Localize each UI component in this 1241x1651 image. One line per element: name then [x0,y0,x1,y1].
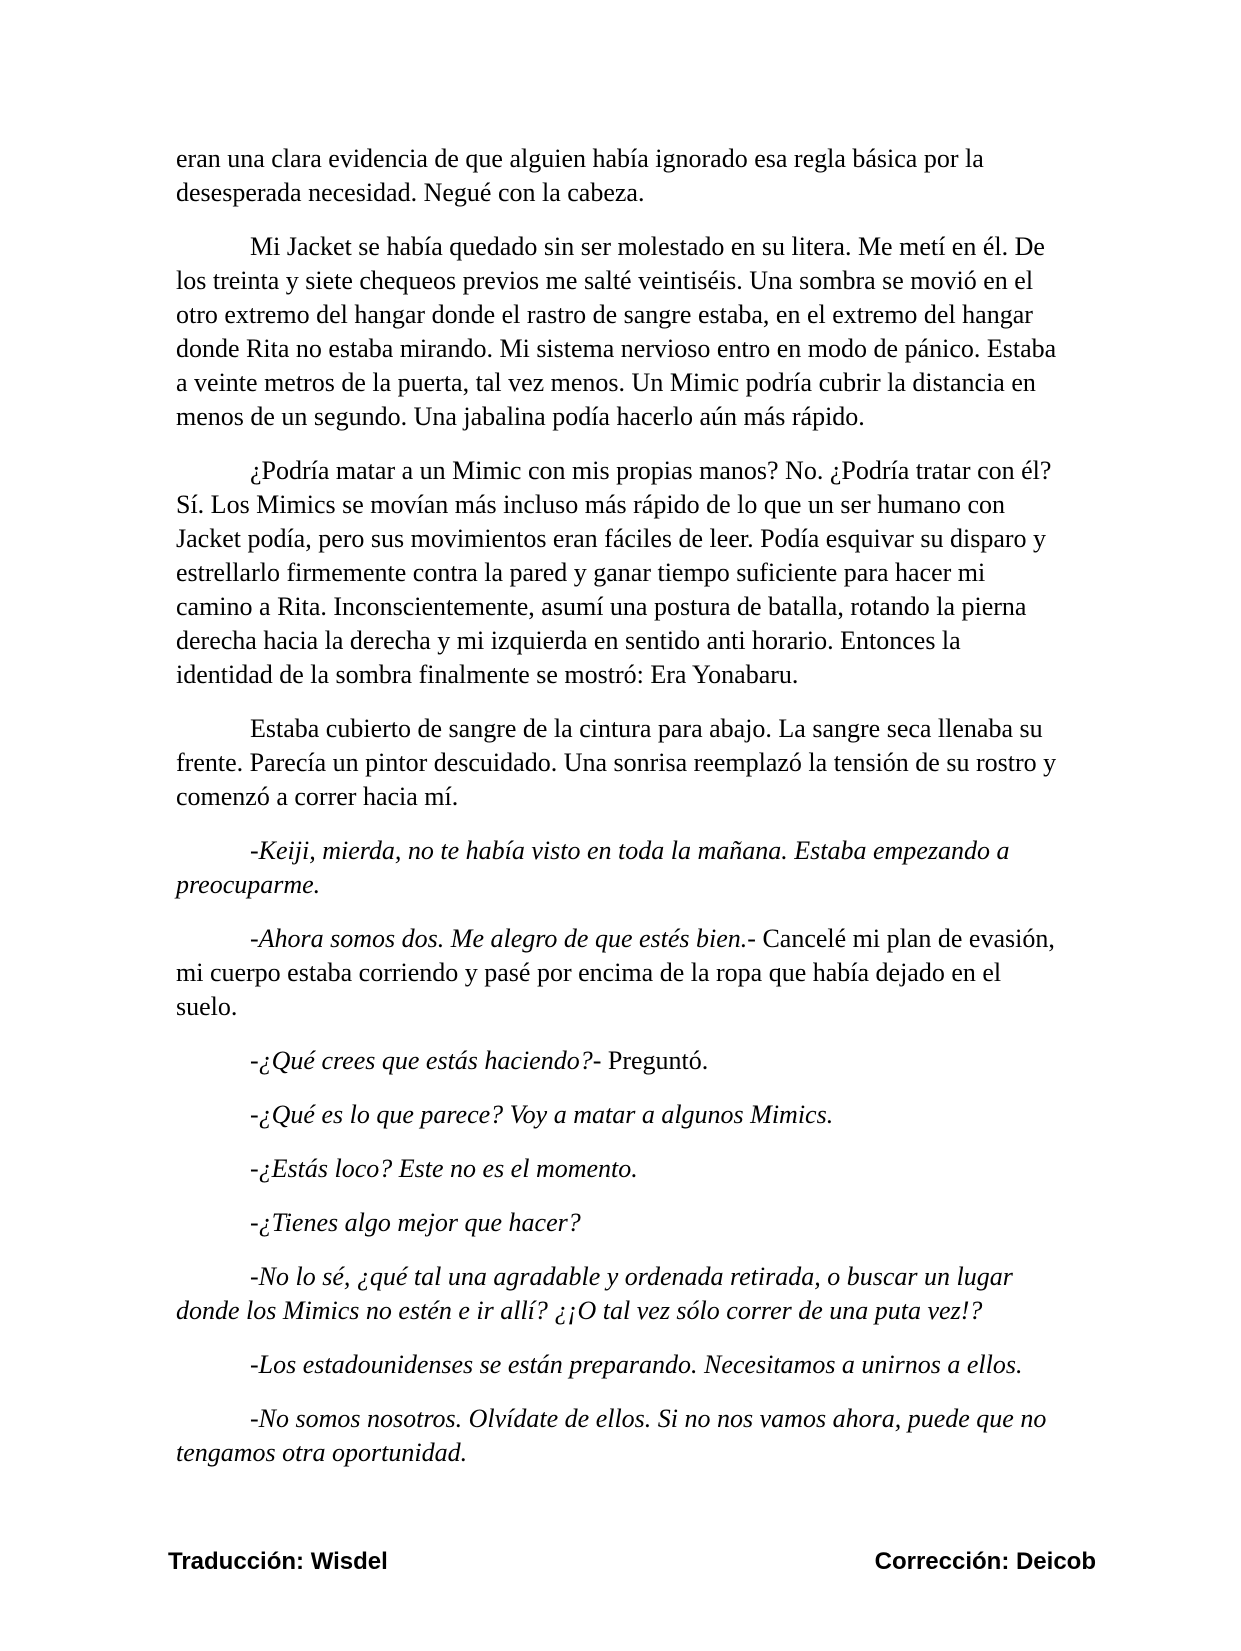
paragraph [176,1348,1060,1382]
paragraph [176,142,1060,210]
narrative-text: eran una clara evidencia de que alguien había ignorado esa regla básica por la desesperada necesidad. Negué con la cabeza. [176,144,984,207]
dialogue-text: -¿Tienes algo mejor que hacer? [250,1208,581,1237]
document-body [176,142,1060,1490]
paragraph [176,1098,1060,1132]
paragraph [176,454,1060,692]
page-footer [168,1548,1096,1576]
narrative-text: Estaba cubierto de sangre de la cintura para abajo. La sangre seca llenaba su frente. Parecía un pintor descuidado. Una sonrisa reemplazó la tensión de su rostro y comenzó a correr hacia mí. [176,714,1057,811]
dialogue-text: -¿Qué crees que estás haciendo?- [250,1046,602,1075]
dialogue-text: -No lo sé, ¿qué tal una agradable y ordenada retirada, o buscar un lugar donde los Mimics no estén e ir allí? ¿¡O tal vez sólo correr de una puta vez!? [176,1262,1013,1325]
dialogue-text: -No somos nosotros. Olvídate de ellos. Si no nos vamos ahora, puede que no tengamos otra oportunidad. [176,1404,1047,1467]
dialogue-text: -¿Qué es lo que parece? Voy a matar a algunos Mimics. [250,1100,834,1129]
paragraph [176,1402,1060,1470]
paragraph [176,922,1060,1024]
narrative-text: ¿Podría matar a un Mimic con mis propias manos? No. ¿Podría tratar con él? Sí. Los Mimics se movían más incluso más rápido de lo que un ser humano con Jacket podía, pero sus movimientos eran fáciles de leer. Podía esquivar su disparo y estrellarlo firmemente contra la pared y ganar tiempo suficiente para hacer mi camino a Rita. Inconscientemente, asumí una postura de batalla, rotando la pierna derecha hacia la derecha y mi izquierda en sentido anti horario. Entonces la identidad de la sombra finalmente se mostró: Era Yonabaru. [176,456,1052,689]
paragraph [176,1206,1060,1240]
dialogue-text: -Ahora somos dos. Me alegro de que estés bien.- [250,924,756,953]
dialogue-text: -¿Estás loco? Este no es el momento. [250,1154,638,1183]
paragraph [176,834,1060,902]
narrative-text: Mi Jacket se había quedado sin ser molestado en su litera. Me metí en él. De los treinta y siete chequeos previos me salté veintiséis. Una sombra se movió en el otro extremo del hangar donde el rastro de sangre estaba, en el extremo del hangar donde Rita no estaba mirando. Mi sistema nervioso entro en modo de pánico. Estaba a veinte metros de la puerta, tal vez menos. Un Mimic podría cubrir la distancia en menos de un segundo. Una jabalina podía hacerlo aún más rápido. [176,232,1057,431]
paragraph [176,712,1060,814]
paragraph [176,1152,1060,1186]
translator-credit: Traducción: Wisdel [168,1548,388,1575]
corrector-credit: Corrección: Deicob [874,1548,1096,1575]
narrative-text: Cancelé mi plan de evasión, mi cuerpo estaba corriendo y pasé por encima de la ropa que había dejado en el suelo. [176,924,1055,1021]
dialogue-text: -Los estadounidenses se están preparando. Necesitamos a unirnos a ellos. [250,1350,1023,1379]
paragraph [176,230,1060,434]
paragraph [176,1044,1060,1078]
dialogue-text: -Keiji, mierda, no te había visto en toda la mañana. Estaba empezando a preocuparme. [176,836,1010,899]
narrative-text: Preguntó. [601,1046,709,1075]
paragraph [176,1260,1060,1328]
